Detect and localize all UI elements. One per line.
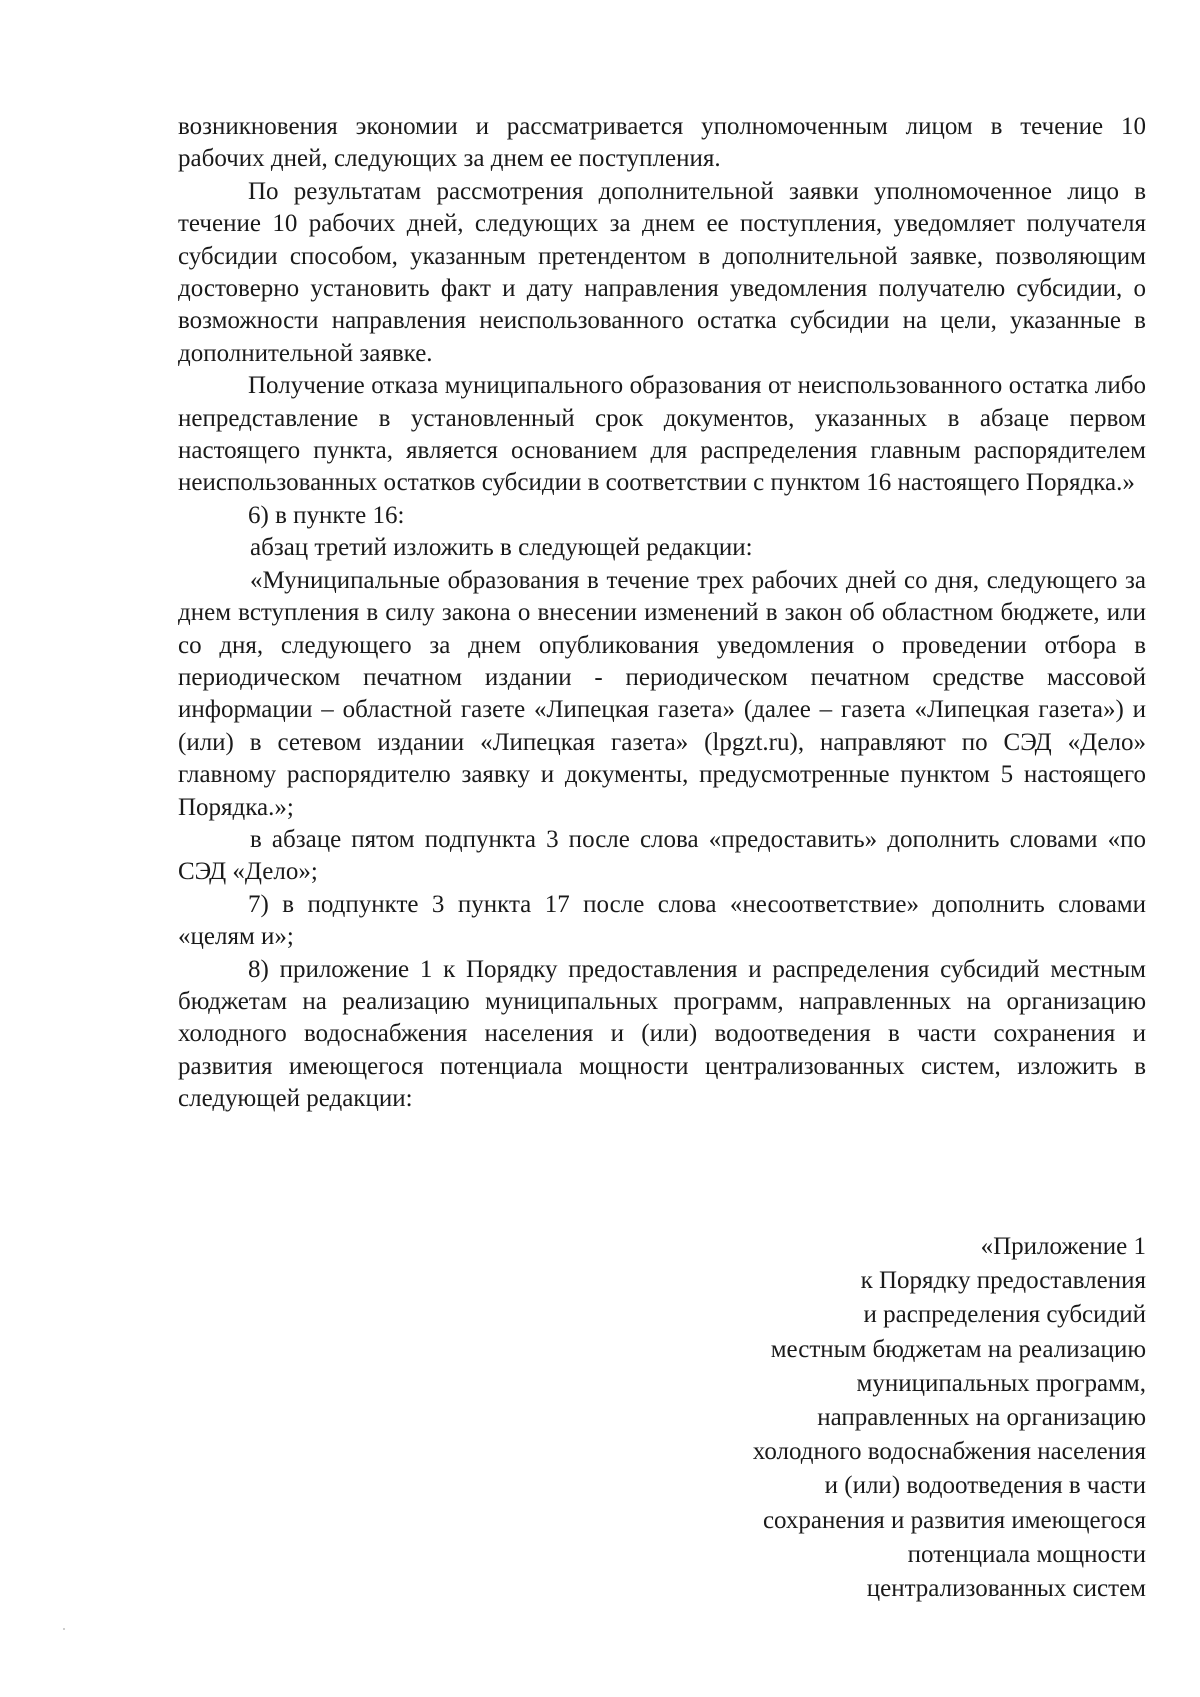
paragraph-quoted-amendment: «Муниципальные образования в течение трех рабочих дней со дня, следующего за днем вступления в силу закона о внесении изменений в закон об областном бюджете, или со дня, следующего за днем опубликования уведомления о проведении отбора в периодическом печатном издании - периодическом печатном средстве массовой информации – областной газете «Липецкая газета» (далее – газета «Липецкая газета») и (или) в сетевом издании «Липецкая газета» (lpgzt.ru), направляют по СЭД «Дело» главному распорядителю заявку и документы, предусмотренные пунктом 5 настоящего Порядка.»;: [178, 566, 1146, 821]
document-body: [178, 111, 1146, 1116]
appendix-line: и распределения субсидий: [863, 1301, 1146, 1329]
paragraph-item-8: 8) приложение 1 к Порядку предоставления и распределения субсидий местным бюджетам на реализацию муниципальных программ, направленных на организацию холодного водоснабжения населения и (или) водоотведения в части сохранения и развития имеющегося потенциала мощности централизованных систем, изложить в следующей редакции:: [178, 955, 1146, 1113]
paragraph-notification: По результатам рассмотрения дополнительной заявки уполномоченное лицо в течение 10 рабочих дней, следующих за днем ее поступления, уведомляет получателя субсидии способом, указанным претендентом в дополнительной заявке, позволяющим достоверно установить факт и дату направления уведомления получателю субсидии, о возможности направления неиспользованного остатка субсидии на цели, указанные в дополнительной заявке.: [178, 177, 1146, 367]
appendix-line: направленных на организацию: [817, 1404, 1146, 1432]
appendix-line: сохранения и развития имеющегося: [762, 1506, 1146, 1534]
appendix-line: и (или) водоотведения в части: [824, 1472, 1146, 1500]
appendix-line: потенциала мощности: [907, 1540, 1146, 1568]
paragraph-item-6: 6) в пункте 16:: [248, 501, 405, 529]
paragraph-fifth-abzac: в абзаце пятом подпункта 3 после слова «предоставить» дополнить словами «по СЭД «Дело»;: [178, 825, 1146, 886]
appendix-line: холодного водоснабжения населения: [752, 1438, 1146, 1466]
appendix-line: «Приложение 1: [980, 1233, 1146, 1260]
scan-speck: [63, 1628, 65, 1630]
appendix-line: централизованных систем: [866, 1575, 1146, 1603]
appendix-line: муниципальных программ,: [856, 1369, 1146, 1397]
appendix-line: к Порядку предоставления: [860, 1267, 1146, 1295]
paragraph-item-7: 7) в подпункте 3 пункта 17 после слова «несоответствие» дополнить словами «целям и»;: [178, 890, 1146, 951]
paragraph-third-abzac: абзац третий изложить в следующей редакции:: [250, 534, 753, 562]
appendix-line: местным бюджетам на реализацию: [770, 1335, 1146, 1363]
paragraph-refusal: Получение отказа муниципального образования от неиспользованного остатка либо непредставление в установленный срок документов, указанных в абзаце первом настоящего пункта, является основанием для распределения главным распорядителем неиспользованных остатков субсидии в соответствии с пунктом 16 настоящего Порядка.»: [178, 372, 1146, 497]
appendix-header: [586, 1230, 1146, 1606]
paragraph-continuation: возникновения экономии и рассматривается уполномоченным лицом в течение 10 рабочих дней, следующих за днем ее поступления.: [178, 113, 1146, 173]
